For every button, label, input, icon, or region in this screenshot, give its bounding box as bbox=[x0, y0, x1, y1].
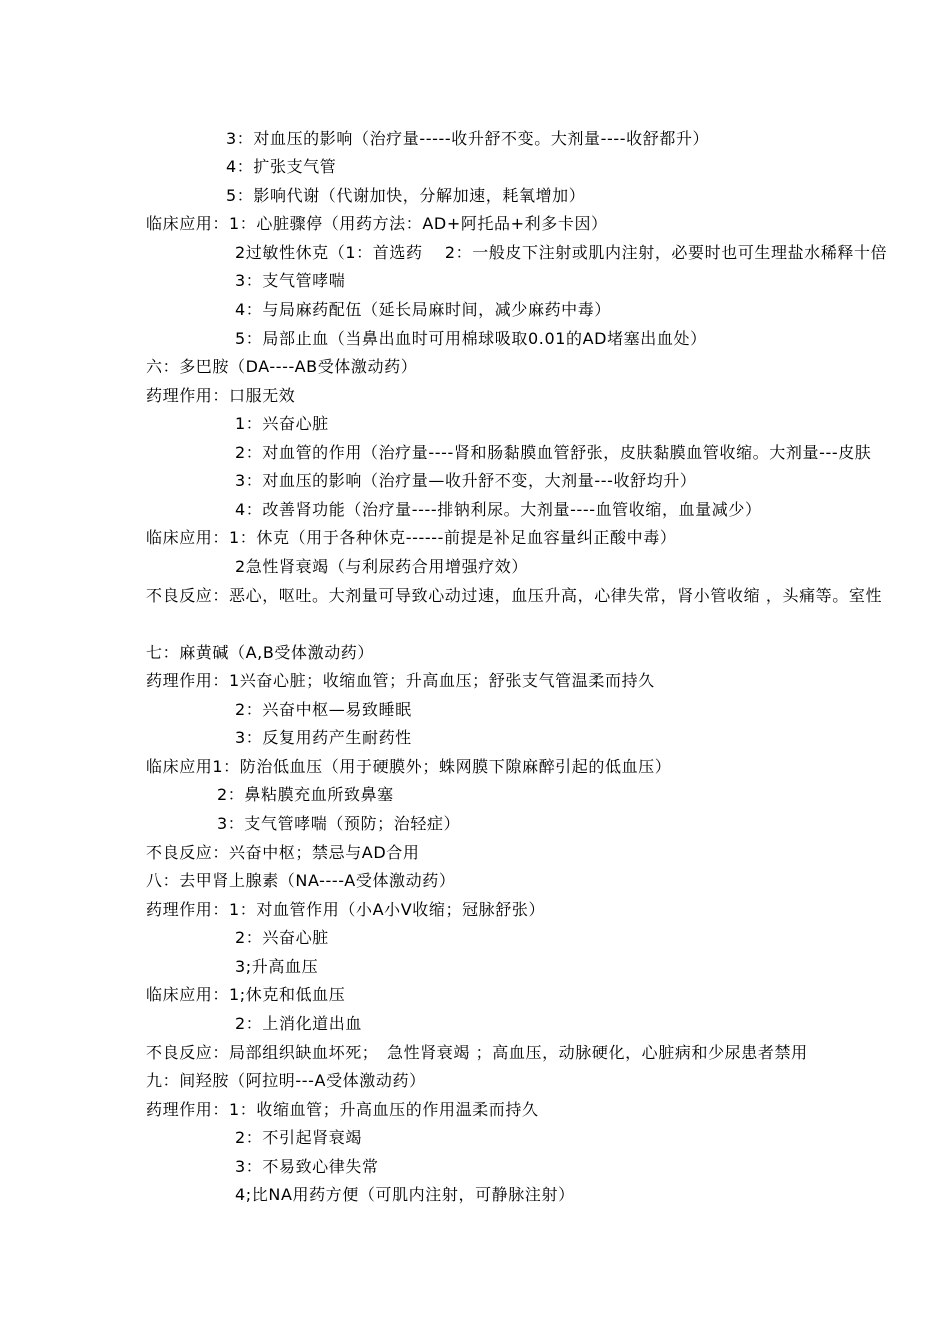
text-line: 2急性肾衰竭（与利尿药合用增强疗效） bbox=[235, 557, 528, 576]
text-line: 2：鼻粘膜充血所致鼻塞 bbox=[217, 785, 394, 804]
text-line: 药理作用：1兴奋心脏；收缩血管；升高血压；舒张支气管温柔而持久 bbox=[146, 671, 655, 690]
text-line: 2：兴奋中枢—易致睡眠 bbox=[235, 700, 412, 719]
text-line: 3：不易致心律失常 bbox=[235, 1157, 379, 1176]
section-heading: 七：麻黄碱（A,B受体激动药） bbox=[146, 643, 375, 662]
text-line: 临床应用：1：心脏骤停（用药方法：AD+阿托品+利多卡因） bbox=[146, 214, 608, 233]
text-line: 临床应用：1：休克（用于各种休克------前提是补足血容量纠正酸中毒） bbox=[146, 528, 677, 547]
text-line: 5：局部止血（当鼻出血时可用棉球吸取0.01的AD堵塞出血处） bbox=[235, 329, 707, 348]
section-heading: 八：去甲肾上腺素（NA----A受体激动药） bbox=[146, 871, 456, 890]
text-line: 5：影响代谢（代谢加快，分解加速，耗氧增加） bbox=[226, 186, 586, 205]
text-line: 3：支气管哮喘（预防；治轻症） bbox=[217, 814, 461, 833]
text-line: 临床应用1：防治低血压（用于硬膜外；蛛网膜下隙麻醉引起的低血压） bbox=[146, 757, 672, 776]
text-line: 1：兴奋心脏 bbox=[235, 414, 329, 433]
text-line: 3：反复用药产生耐药性 bbox=[235, 728, 412, 747]
text-line: 4：与局麻药配伍（延长局麻时间，减少麻药中毒） bbox=[235, 300, 611, 319]
text-line: 3：对血压的影响（治疗量-----收升舒不变。大剂量----收舒都升） bbox=[226, 129, 710, 148]
text-line: 不良反应：局部组织缺血坏死； 急性肾衰竭 ；高血压，动脉硬化，心脏病和少尿患者禁用 bbox=[146, 1043, 808, 1062]
text-line: 不良反应：兴奋中枢；禁忌与AD合用 bbox=[146, 843, 420, 862]
text-line: 3;升高血压 bbox=[235, 957, 319, 976]
text-line: 2过敏性休克（1：首选药 2：一般皮下注射或肌内注射，必要时也可生理盐水稀释十倍 bbox=[235, 243, 888, 262]
text-line: 3：对血压的影响（治疗量—收升舒不变，大剂量---收舒均升） bbox=[235, 471, 697, 490]
text-line: 药理作用：1：收缩血管；升高血压的作用温柔而持久 bbox=[146, 1100, 539, 1119]
section-heading: 九：间羟胺（阿拉明---A受体激动药） bbox=[146, 1071, 426, 1090]
text-line: 2：对血管的作用（治疗量----肾和肠黏膜血管舒张，皮肤黏膜血管收缩。大剂量---皮肤 bbox=[235, 443, 872, 462]
text-line: 3：支气管哮喘 bbox=[235, 271, 346, 290]
text-line: 2：不引起肾衰竭 bbox=[235, 1128, 362, 1147]
text-line: 2：兴奋心脏 bbox=[235, 928, 329, 947]
text-line: 临床应用：1;休克和低血压 bbox=[146, 985, 346, 1004]
text-line: 4：扩张支气管 bbox=[226, 157, 337, 176]
text-line: 2：上消化道出血 bbox=[235, 1014, 362, 1033]
text-line: 不良反应：恶心，呕吐。大剂量可导致心动过速，血压升高，心律失常，肾小管收缩 ，头痛等。室性 bbox=[146, 586, 883, 605]
text-line: 药理作用：口服无效 bbox=[146, 386, 296, 405]
text-line: 药理作用：1：对血管作用（小A小V收缩；冠脉舒张） bbox=[146, 900, 546, 919]
section-heading: 六：多巴胺（DA----AB受体激动药） bbox=[146, 357, 418, 376]
text-line: 4：改善肾功能（治疗量----排钠利尿。大剂量----血管收缩，血量减少） bbox=[235, 500, 762, 519]
text-line: 4;比NA用药方便（可肌内注射，可静脉注射） bbox=[235, 1185, 575, 1204]
